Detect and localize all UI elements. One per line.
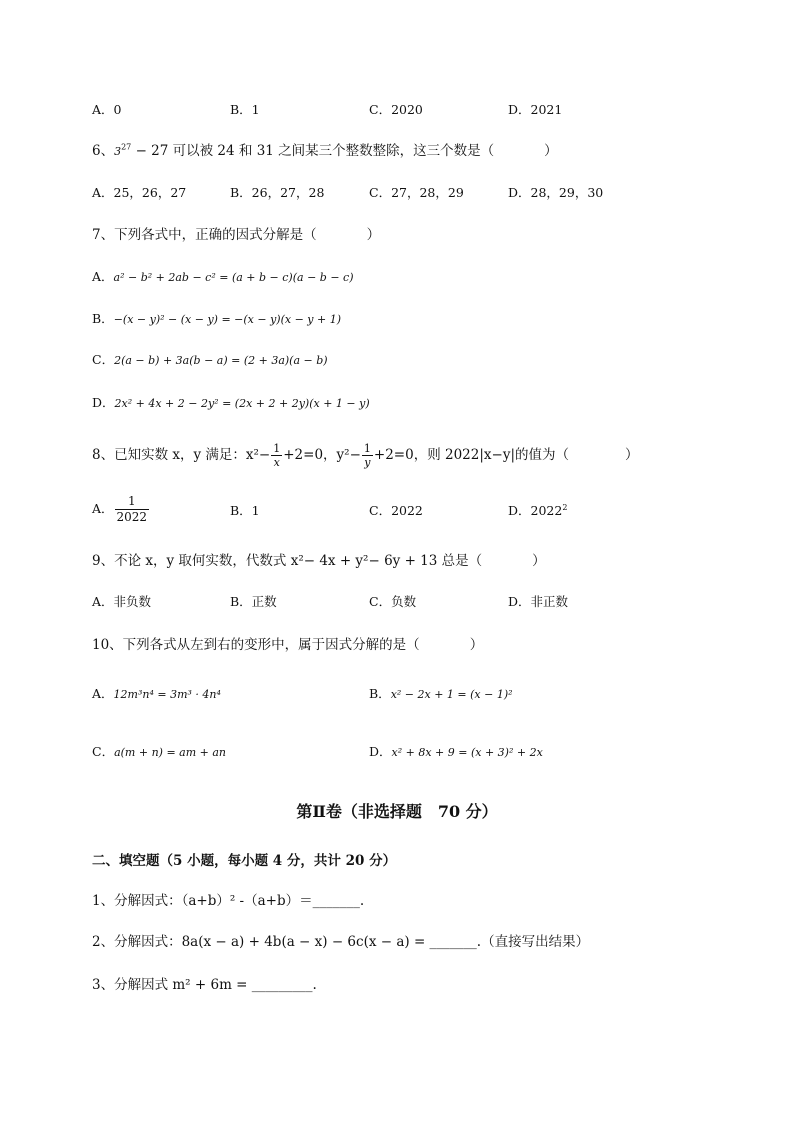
q8-option-a-fraction: [115, 494, 150, 525]
q6-option-c: C．27，28，29: [369, 185, 464, 200]
q8-option-a-den: 2022: [116, 510, 148, 524]
part-title: 二、填空题（5 小题，每小题 4 分，共计 20 分）: [92, 853, 397, 869]
q7-option-a-letter: A．: [92, 269, 114, 284]
q6-option-b: B．26，27，28: [230, 185, 325, 200]
fill-question-1: 1、分解因式：（a+b）² -（a+b）＝_______.: [92, 893, 365, 909]
q10-option-c-expr: a(m + n) = am + an: [114, 746, 226, 759]
q8-fraction-1: [271, 442, 282, 469]
q9-option-a: A．非负数: [92, 594, 152, 609]
q8-option-c: C．2022: [369, 503, 423, 518]
q10-option-a-letter: A．: [92, 686, 114, 701]
q8-option-b: B．1: [230, 503, 260, 518]
q8-text-c: +2=0，则 2022|x−y|的值为（: [373, 447, 570, 463]
q7-option-b-letter: B．: [92, 311, 114, 326]
q7-option-c-letter: C．: [92, 352, 115, 367]
q6-close: ）: [544, 143, 558, 159]
q8-fraction-1-den: x: [273, 456, 280, 469]
q8-close: ）: [625, 447, 639, 463]
q6-number: 6、: [92, 143, 115, 159]
q10-option-c: [92, 743, 226, 762]
section-title: 第Ⅱ卷（非选择题 70 分）: [296, 802, 498, 821]
q7-text: 7、下列各式中，正确的因式分解是（: [92, 227, 317, 243]
q8-fraction-2: [362, 442, 373, 469]
q5-option-d: D．2021: [508, 102, 563, 117]
q8-option-a-letter: A．: [92, 501, 114, 516]
q10-stem: [92, 635, 483, 655]
q8-fraction-2-den: y: [364, 456, 371, 469]
q10-option-c-letter: C．: [92, 744, 115, 759]
q7-option-d-letter: D．: [92, 395, 115, 410]
q9-stem: [92, 551, 546, 571]
q9-option-d: D．非正数: [508, 594, 569, 609]
fill-question-3: 3、分解因式 m² + 6m = _________.: [92, 977, 317, 993]
q7-option-b-expr: −(x − y)² − (x − y) = −(x − y)(x − y + 1): [113, 313, 342, 326]
q6-text: − 27 可以被 24 和 31 之间某三个整数整除，这三个数是（: [131, 143, 495, 159]
q10-close: ）: [469, 637, 484, 653]
q7-option-b: [92, 310, 341, 329]
q10-option-b-expr: x² − 2x + 1 = (x − 1)²: [390, 688, 513, 701]
q6-option-a: A．25，26，27: [92, 185, 187, 200]
q7-option-d: [92, 394, 370, 413]
q8-fraction-2-num: 1: [363, 442, 371, 455]
q10-option-d: [369, 743, 543, 762]
q8-option-a: [92, 494, 150, 525]
q10-option-b: [369, 685, 513, 704]
q9-close: ）: [532, 553, 546, 569]
q10-option-d-letter: D．: [369, 744, 392, 759]
q6-stem: [92, 141, 558, 162]
q8-option-d-base: D．2022: [508, 503, 563, 518]
q7-stem: [92, 225, 380, 245]
q10-text: 10、下列各式从左到右的变形中，属于因式分解的是（: [92, 637, 420, 653]
q8-stem: [92, 442, 639, 469]
q8-fraction-1-num: 1: [273, 442, 281, 455]
q6-exponent: 27: [121, 142, 132, 152]
q6-base: 3: [114, 145, 122, 158]
q10-option-a: [92, 685, 221, 704]
q5-option-c: C．2020: [369, 102, 423, 117]
q5-option-a: A．0: [92, 102, 122, 117]
q7-option-c-expr: 2(a − b) + 3a(b − a) = (2 + 3a)(a − b): [114, 354, 328, 367]
q6-option-d: D．28，29，30: [508, 185, 604, 200]
q9-option-b: B．正数: [230, 594, 277, 609]
q9-option-c: C．负数: [369, 594, 417, 609]
q7-option-a: [92, 268, 354, 287]
q8-option-a-num: 1: [115, 494, 150, 510]
q5-option-b: B．1: [230, 102, 260, 117]
q7-option-a-expr: a² − b² + 2ab − c² = (a + b − c)(a − b − c): [113, 271, 354, 284]
q10-option-a-expr: 12m³n⁴ = 3m³ · 4n⁴: [113, 688, 221, 701]
q10-option-d-expr: x² + 8x + 9 = (x + 3)² + 2x: [391, 746, 543, 759]
q8-option-d-exponent: 2: [562, 502, 568, 512]
q7-option-d-expr: 2x² + 4x + 2 − 2y² = (2x + 2 + 2y)(x + 1 − y): [114, 397, 370, 410]
q9-text: 9、不论 x，y 取何实数，代数式 x²− 4x + y²− 6y + 13 总是（: [92, 553, 483, 569]
q7-option-c: [92, 351, 328, 370]
q10-option-b-letter: B．: [369, 686, 391, 701]
fill-question-2: 2、分解因式：8a(x − a) + 4b(a − x) − 6c(x − a) = _______.（直接写出结果）: [92, 934, 590, 950]
q8-text-a: 8、已知实数 x，y 满足：x²−: [92, 447, 271, 463]
q7-close: ）: [366, 227, 381, 243]
q8-option-d: [508, 502, 567, 520]
q8-text-b: +2=0，y²−: [283, 447, 361, 463]
